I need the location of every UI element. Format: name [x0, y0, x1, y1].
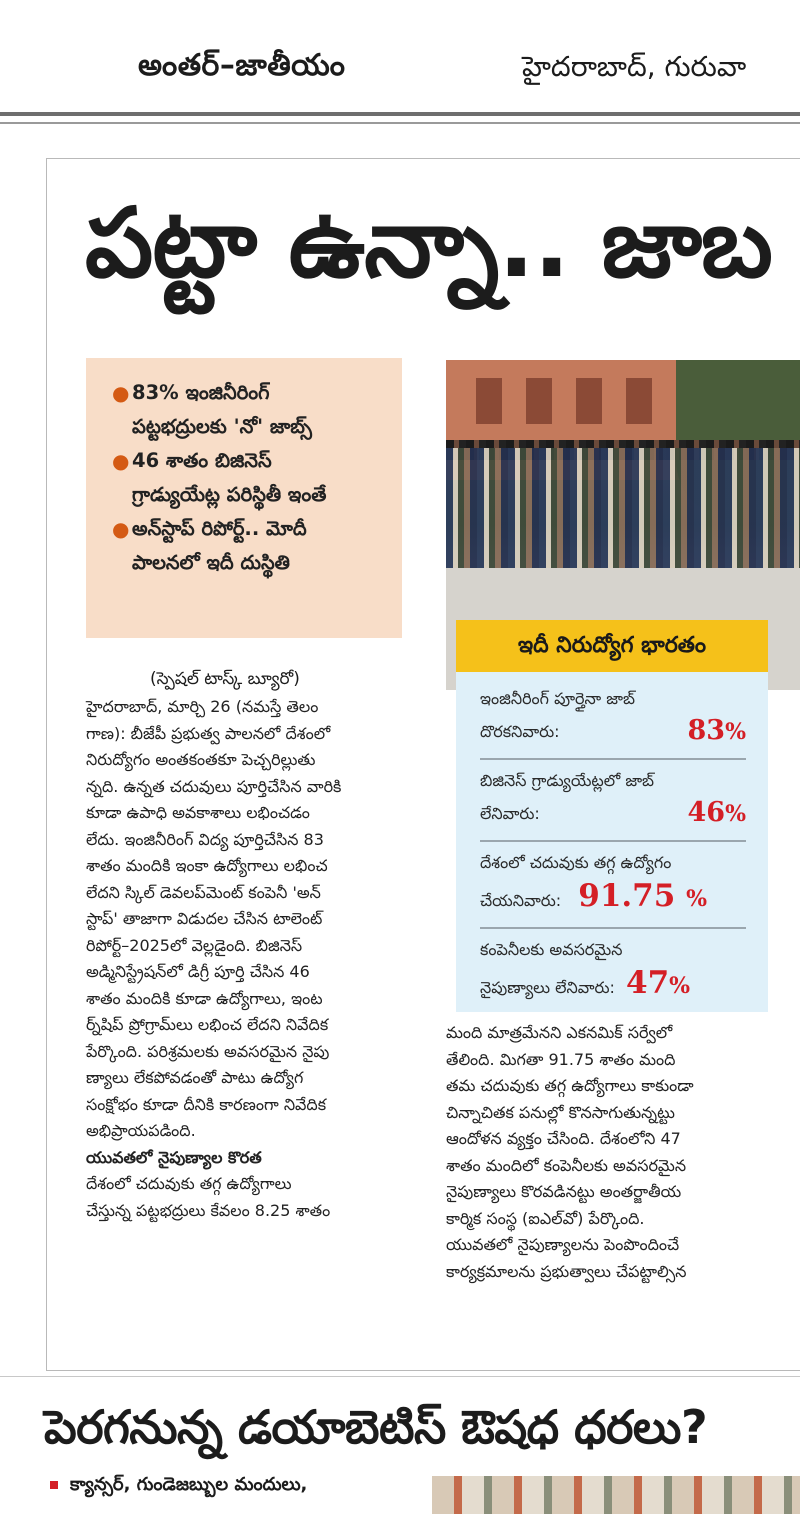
- body-line: శాతం మందికి ఇంకా ఉద్యోగాలు లభించ: [86, 856, 328, 875]
- stat-value: 47%: [626, 965, 691, 1001]
- column-1-body: [86, 694, 414, 1145]
- stat-row: [480, 684, 746, 760]
- stat-label-line: [480, 876, 746, 921]
- body-line: ర్న్‌షిప్ ప్రోగ్రామ్‌లు లభించ లేదని నివేదిక: [86, 1015, 329, 1034]
- stat-label-2: దొరకనివారు:: [480, 722, 560, 741]
- second-story-bullet: [50, 1474, 307, 1499]
- stat-label-line: [480, 963, 746, 1008]
- body-line: దేశంలో చదువుకు తగ్గ ఉద్యోగాలు: [86, 1174, 292, 1193]
- body-line: పేర్కొంది. పరిశ్రమలకు అవసరమైన నైపు: [86, 1041, 330, 1061]
- body-line: గాణ): బీజేపీ ప్రభుత్వ పాలనలో దేశంలో: [86, 723, 331, 743]
- medicine-photo: [432, 1476, 800, 1514]
- stat-label-2: నైపుణ్యాలు లేనివారు:: [480, 978, 615, 997]
- highlight-item: [112, 512, 392, 580]
- stat-value: 91.75 %: [578, 878, 708, 914]
- body-line: న్నది. ఉన్నత చదువులు పూర్తిచేసిన వారికి: [86, 776, 342, 796]
- stat-label: బిజినెస్ గ్రాడ్యుయేట్లలో జాబ్: [480, 771, 655, 790]
- dateline: హైదరాబాద్, గురువా: [522, 50, 747, 83]
- stat-row: [480, 766, 746, 842]
- body-line: మంది మాత్రమేనని ఎకనమిక్ సర్వేలో: [446, 1023, 673, 1042]
- stat-row: [480, 935, 746, 1014]
- body-line: నైపుణ్యాలు కొరవడినట్టు అంతర్జాతీయ: [446, 1182, 682, 1201]
- section-label: అంతర్–జాతీయం: [138, 48, 346, 83]
- highlights-box: [86, 358, 402, 638]
- byline: (స్పెషల్ టాస్క్ బ్యూరో): [150, 669, 300, 689]
- stat-label: దేశంలో చదువుకు తగ్గ ఉద్యోగం: [480, 853, 672, 872]
- body-line: యువతలో నైపుణ్యాలను పెంపొందించే: [446, 1235, 680, 1254]
- body-line: లేదు. ఇంజినీరింగ్ విద్య పూర్తిచేసిన 83: [86, 829, 324, 849]
- highlight-line: 46 శాతం బిజినెస్: [132, 449, 272, 472]
- body-line: హైదరాబాద్, మార్చి 26 (నమస్తే తెలం: [86, 697, 319, 716]
- body-line: చేస్తున్న పట్టభద్రులు కేవలం 8.25 శాతం: [86, 1200, 331, 1220]
- body-line: ణ్యాలు లేకపోవడంతో పాటు ఉద్యోగ: [86, 1068, 304, 1087]
- stats-title: ఇదీ నిరుద్యోగ భారతం: [456, 620, 768, 672]
- stat-label: ఇంజినీరింగ్ పూర్తైనా జాబ్: [480, 689, 635, 708]
- stat-value: 83%: [687, 715, 746, 746]
- body-line: శాతం మందికి కూడా ఉద్యోగాలు, ఇంట: [86, 988, 323, 1008]
- article-column-2: [446, 1020, 776, 1285]
- bullet-icon: ●: [112, 517, 130, 541]
- article-column-1: [86, 694, 414, 1224]
- highlight-item: [112, 444, 392, 512]
- highlight-line: గ్రాడ్యుయేట్ల పరిస్థితీ ఇంతే: [132, 483, 327, 506]
- bullet-text: క్యాన్సర్, గుండెజబ్బుల మందులు,: [70, 1474, 308, 1495]
- highlight-line: పాలనలో ఇదీ దుస్థితి: [132, 551, 290, 574]
- column-1-tail: [86, 1171, 414, 1224]
- body-line: తమ చదువుకు తగ్గ ఉద్యోగాలు కాకుండా: [446, 1076, 694, 1095]
- stat-label-2: చేయనివారు:: [480, 891, 562, 910]
- column-2-body: [446, 1020, 776, 1285]
- stats-box: [456, 672, 768, 1012]
- second-headline: పెరగనున్న డయాబెటిస్ ఔషధ ధరలు?: [44, 1400, 708, 1454]
- photo-crowd: [446, 448, 800, 568]
- body-line: కార్యక్రమాలను ప్రభుత్వాలు చేపట్టాల్సిన: [446, 1261, 687, 1281]
- stat-label-2: లేనివారు:: [480, 804, 540, 823]
- body-line: ఆందోళన వ్యక్తం చేసింది. దేశంలోని 47: [446, 1129, 681, 1148]
- body-line: నిరుద్యోగం అంతకంతకూ పెచ్చరిల్లుతు: [86, 750, 316, 769]
- stat-label: కంపెనీలకు అవసరమైన: [480, 940, 623, 959]
- highlight-line: 83% ఇంజినీరింగ్: [132, 381, 270, 404]
- article-headline: పట్టా ఉన్నా.. జాబ: [85, 187, 772, 299]
- body-line: అడ్మినిస్ట్రేషన్‌లో డిగ్రీ పూర్తి చేసిన 46: [86, 962, 310, 981]
- stat-label-line: [480, 712, 746, 752]
- square-bullet-icon: [50, 1481, 58, 1489]
- article-subhead: యువతలో నైపుణ్యాల కొరత: [86, 1147, 262, 1167]
- body-line: రిపోర్ట్–2025లో వెల్లడైంది. బిజినెస్: [86, 935, 303, 955]
- body-line: లేదని స్కిల్ డెవలప్‌మెంట్ కంపెనీ 'అన్: [86, 882, 321, 902]
- body-line: అభిప్రాయపడింది.: [86, 1121, 196, 1140]
- stat-row: [480, 848, 746, 929]
- highlight-line: అన్‌స్టాప్ రిపోర్ట్.. మోదీ: [132, 517, 307, 540]
- bullet-icon: ●: [112, 449, 130, 473]
- header-rule-thin: [0, 122, 800, 124]
- header-rule: [0, 112, 800, 116]
- body-line: చిన్నాచితక పనుల్లో కొనసాగుతున్నట్టు: [446, 1102, 675, 1122]
- body-line: తేలింది. మిగతా 91.75 శాతం మంది: [446, 1049, 676, 1069]
- stat-label-line: [480, 794, 746, 834]
- highlight-item: [112, 376, 392, 444]
- body-line: కూడా ఉపాధి అవకాశాలు లభించడం: [86, 803, 310, 822]
- body-line: స్టాప్' తాజాగా విడుదల చేసిన టాలెంట్: [86, 909, 323, 928]
- story-divider: [0, 1376, 800, 1377]
- highlight-line: పట్టభద్రులకు 'నో' జాబ్స్: [132, 415, 312, 438]
- bullet-icon: ●: [112, 381, 130, 405]
- body-line: సంక్షోభం కూడా దీనికి కారణంగా నివేదిక: [86, 1094, 327, 1114]
- body-line: కార్మిక సంస్థ (ఐఎల్‌వో) పేర్కొంది.: [446, 1208, 645, 1228]
- stat-value: 46%: [687, 797, 746, 828]
- body-line: శాతం మందిలో కంపెనీలకు అవసరమైన: [446, 1155, 687, 1175]
